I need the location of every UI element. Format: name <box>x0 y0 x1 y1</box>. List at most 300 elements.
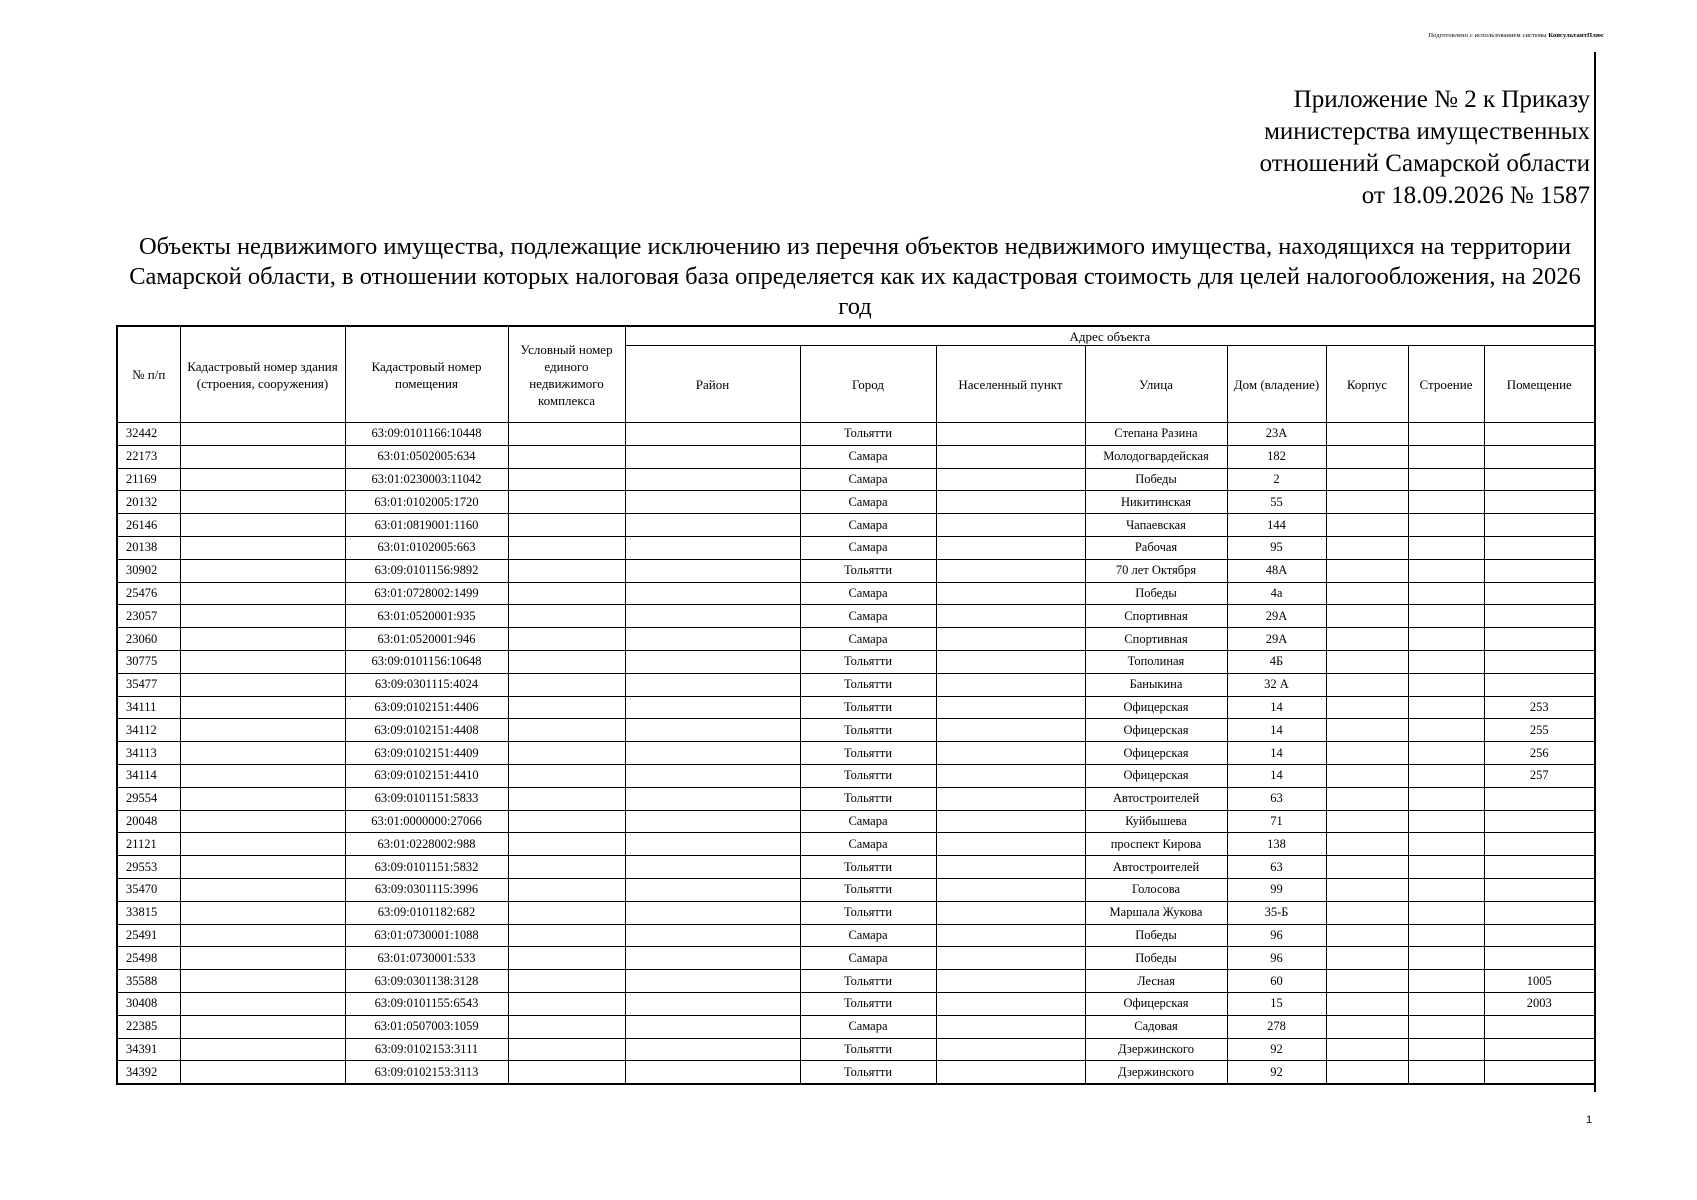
table-row <box>117 650 1595 673</box>
cell-city: Самара <box>800 514 936 537</box>
cell-room <box>1484 901 1595 924</box>
cell-street: Победы <box>1085 468 1227 491</box>
cell-building-cadastral <box>180 559 345 582</box>
cell-complex-number <box>508 696 625 719</box>
cell-street: Автостроителей <box>1085 856 1227 879</box>
cell-city: Самара <box>800 445 936 468</box>
cell-settlement <box>936 696 1085 719</box>
cell-district <box>625 491 800 514</box>
cell-house: 138 <box>1227 833 1326 856</box>
cell-house: 4а <box>1227 582 1326 605</box>
cell-building-cadastral <box>180 1038 345 1061</box>
cell-house: 14 <box>1227 696 1326 719</box>
cell-city: Самара <box>800 582 936 605</box>
cell-korpus <box>1326 787 1408 810</box>
cell-settlement <box>936 787 1085 810</box>
cell-district <box>625 559 800 582</box>
cell-room-cadastral: 63:09:0102151:4406 <box>345 696 508 719</box>
cell-room-cadastral: 63:01:0502005:634 <box>345 445 508 468</box>
cell-num: 34113 <box>117 742 180 765</box>
cell-num: 30902 <box>117 559 180 582</box>
cell-building <box>1408 810 1484 833</box>
cell-room-cadastral: 63:09:0102151:4410 <box>345 764 508 787</box>
cell-city: Тольятти <box>800 1038 936 1061</box>
cell-complex-number <box>508 423 625 446</box>
cell-city: Тольятти <box>800 559 936 582</box>
cell-settlement <box>936 491 1085 514</box>
cell-city: Тольятти <box>800 673 936 696</box>
cell-settlement <box>936 764 1085 787</box>
cell-korpus <box>1326 696 1408 719</box>
cell-complex-number <box>508 445 625 468</box>
cell-district <box>625 833 800 856</box>
cell-street: Спортивная <box>1085 605 1227 628</box>
cell-room-cadastral: 63:09:0301115:4024 <box>345 673 508 696</box>
cell-settlement <box>936 514 1085 537</box>
cell-num: 21169 <box>117 468 180 491</box>
cell-building <box>1408 673 1484 696</box>
header-room-cadastral: Кадастровый номер помещения <box>345 326 508 423</box>
cell-korpus <box>1326 536 1408 559</box>
cell-room <box>1484 536 1595 559</box>
cell-district <box>625 719 800 742</box>
consultant-note-system: КонсультантПлюс <box>1548 32 1604 39</box>
cell-room <box>1484 491 1595 514</box>
cell-building <box>1408 901 1484 924</box>
cell-street: Офицерская <box>1085 719 1227 742</box>
cell-building-cadastral <box>180 764 345 787</box>
cell-num: 34392 <box>117 1061 180 1084</box>
cell-district <box>625 992 800 1015</box>
cell-street: Голосова <box>1085 878 1227 901</box>
cell-building <box>1408 582 1484 605</box>
cell-korpus <box>1326 468 1408 491</box>
cell-street: Молодогвардейская <box>1085 445 1227 468</box>
cell-building-cadastral <box>180 970 345 993</box>
cell-building <box>1408 514 1484 537</box>
consultant-note-prefix: Подготовлено с использованием системы <box>1428 32 1547 39</box>
cell-city: Тольятти <box>800 696 936 719</box>
cell-district <box>625 742 800 765</box>
cell-settlement <box>936 947 1085 970</box>
cell-room: 257 <box>1484 764 1595 787</box>
cell-num: 22385 <box>117 1015 180 1038</box>
cell-complex-number <box>508 468 625 491</box>
cell-district <box>625 650 800 673</box>
cell-building-cadastral <box>180 1061 345 1084</box>
appendix-line-4: от 18.09.2026 № 1587 <box>1361 182 1590 209</box>
cell-num: 33815 <box>117 901 180 924</box>
cell-building-cadastral <box>180 1015 345 1038</box>
cell-room <box>1484 628 1595 651</box>
cell-num: 30408 <box>117 992 180 1015</box>
cell-complex-number <box>508 947 625 970</box>
table-row <box>117 1038 1595 1061</box>
cell-building <box>1408 970 1484 993</box>
cell-room <box>1484 947 1595 970</box>
cell-house: 2 <box>1227 468 1326 491</box>
table-row <box>117 719 1595 742</box>
cell-street: проспект Кирова <box>1085 833 1227 856</box>
cell-district <box>625 696 800 719</box>
cell-room <box>1484 650 1595 673</box>
cell-num: 25498 <box>117 947 180 970</box>
table-row <box>117 1061 1595 1084</box>
cell-building <box>1408 833 1484 856</box>
cell-room-cadastral: 63:01:0228002:988 <box>345 833 508 856</box>
cell-district <box>625 673 800 696</box>
cell-num: 32442 <box>117 423 180 446</box>
cell-building-cadastral <box>180 833 345 856</box>
cell-building <box>1408 924 1484 947</box>
cell-complex-number <box>508 491 625 514</box>
cell-building-cadastral <box>180 650 345 673</box>
cell-korpus <box>1326 856 1408 879</box>
cell-house: 55 <box>1227 491 1326 514</box>
cell-city: Самара <box>800 1015 936 1038</box>
cell-building-cadastral <box>180 787 345 810</box>
table-row <box>117 878 1595 901</box>
cell-room-cadastral: 63:09:0101151:5832 <box>345 856 508 879</box>
cell-room-cadastral: 63:09:0102151:4408 <box>345 719 508 742</box>
cell-room <box>1484 605 1595 628</box>
table-row <box>117 833 1595 856</box>
cell-num: 34114 <box>117 764 180 787</box>
cell-building-cadastral <box>180 878 345 901</box>
cell-district <box>625 445 800 468</box>
header-street: Улица <box>1085 346 1227 423</box>
cell-korpus <box>1326 719 1408 742</box>
cell-korpus <box>1326 423 1408 446</box>
cell-building-cadastral <box>180 582 345 605</box>
cell-district <box>625 1015 800 1038</box>
cell-settlement <box>936 582 1085 605</box>
cell-house: 144 <box>1227 514 1326 537</box>
cell-street: 70 лет Октября <box>1085 559 1227 582</box>
cell-complex-number <box>508 650 625 673</box>
cell-settlement <box>936 901 1085 924</box>
cell-num: 35477 <box>117 673 180 696</box>
cell-house: 71 <box>1227 810 1326 833</box>
cell-house: 99 <box>1227 878 1326 901</box>
cell-district <box>625 878 800 901</box>
cell-settlement <box>936 559 1085 582</box>
cell-building-cadastral <box>180 742 345 765</box>
cell-city: Самара <box>800 491 936 514</box>
cell-building-cadastral <box>180 924 345 947</box>
cell-city: Тольятти <box>800 423 936 446</box>
cell-building <box>1408 742 1484 765</box>
cell-complex-number <box>508 514 625 537</box>
cell-building <box>1408 1038 1484 1061</box>
cell-street: Дзержинского <box>1085 1038 1227 1061</box>
cell-building-cadastral <box>180 514 345 537</box>
cell-district <box>625 901 800 924</box>
cell-room-cadastral: 63:09:0301138:3128 <box>345 970 508 993</box>
cell-korpus <box>1326 833 1408 856</box>
cell-num: 35588 <box>117 970 180 993</box>
cell-district <box>625 628 800 651</box>
cell-building <box>1408 947 1484 970</box>
cell-settlement <box>936 742 1085 765</box>
cell-num: 23057 <box>117 605 180 628</box>
cell-district <box>625 582 800 605</box>
cell-num: 20138 <box>117 536 180 559</box>
cell-room-cadastral: 63:09:0102151:4409 <box>345 742 508 765</box>
cell-house: 96 <box>1227 947 1326 970</box>
cell-num: 34111 <box>117 696 180 719</box>
cell-num: 20132 <box>117 491 180 514</box>
cell-street: Офицерская <box>1085 742 1227 765</box>
cell-room <box>1484 924 1595 947</box>
cell-complex-number <box>508 856 625 879</box>
cell-korpus <box>1326 1015 1408 1038</box>
cell-house: 182 <box>1227 445 1326 468</box>
table-row <box>117 970 1595 993</box>
cell-korpus <box>1326 742 1408 765</box>
cell-complex-number <box>508 878 625 901</box>
cell-complex-number <box>508 673 625 696</box>
table-row <box>117 605 1595 628</box>
cell-room: 253 <box>1484 696 1595 719</box>
appendix-line-2: министерства имущественных <box>1264 118 1590 145</box>
table-row <box>117 810 1595 833</box>
cell-building-cadastral <box>180 696 345 719</box>
table-row <box>117 445 1595 468</box>
header-korpus: Корпус <box>1326 346 1408 423</box>
cell-street: Чапаевская <box>1085 514 1227 537</box>
cell-building <box>1408 536 1484 559</box>
header-address: Адрес объекта <box>625 326 1595 346</box>
cell-house: 15 <box>1227 992 1326 1015</box>
cell-num: 29553 <box>117 856 180 879</box>
cell-building <box>1408 468 1484 491</box>
cell-korpus <box>1326 970 1408 993</box>
header-building-cadastral: Кадастровый номер здания (строения, сооружения) <box>180 326 345 423</box>
cell-city: Самара <box>800 536 936 559</box>
cell-num: 34112 <box>117 719 180 742</box>
table-row <box>117 924 1595 947</box>
cell-korpus <box>1326 582 1408 605</box>
cell-district <box>625 924 800 947</box>
cell-building <box>1408 445 1484 468</box>
cell-street: Рабочая <box>1085 536 1227 559</box>
cell-room-cadastral: 63:01:0520001:935 <box>345 605 508 628</box>
cell-room: 256 <box>1484 742 1595 765</box>
cell-building <box>1408 491 1484 514</box>
cell-num: 21121 <box>117 833 180 856</box>
cell-room-cadastral: 63:09:0101182:682 <box>345 901 508 924</box>
cell-street: Автостроителей <box>1085 787 1227 810</box>
cell-building <box>1408 787 1484 810</box>
cell-korpus <box>1326 1038 1408 1061</box>
cell-korpus <box>1326 514 1408 537</box>
cell-room <box>1484 559 1595 582</box>
objects-table <box>116 325 1596 1085</box>
cell-settlement <box>936 1061 1085 1084</box>
cell-complex-number <box>508 924 625 947</box>
cell-settlement <box>936 833 1085 856</box>
cell-street: Тополиная <box>1085 650 1227 673</box>
cell-city: Самара <box>800 468 936 491</box>
cell-house: 92 <box>1227 1061 1326 1084</box>
table-row <box>117 559 1595 582</box>
cell-house: 278 <box>1227 1015 1326 1038</box>
appendix-block <box>1100 84 1590 212</box>
table-row <box>117 856 1595 879</box>
cell-building <box>1408 559 1484 582</box>
cell-room-cadastral: 63:01:0000000:27066 <box>345 810 508 833</box>
header-city: Город <box>800 346 936 423</box>
cell-num: 22173 <box>117 445 180 468</box>
cell-korpus <box>1326 764 1408 787</box>
cell-building-cadastral <box>180 810 345 833</box>
cell-district <box>625 1038 800 1061</box>
cell-room-cadastral: 63:09:0101166:10448 <box>345 423 508 446</box>
cell-room-cadastral: 63:01:0728002:1499 <box>345 582 508 605</box>
cell-building-cadastral <box>180 628 345 651</box>
cell-building <box>1408 650 1484 673</box>
cell-building-cadastral <box>180 992 345 1015</box>
table-row <box>117 947 1595 970</box>
cell-house: 32 А <box>1227 673 1326 696</box>
cell-room-cadastral: 63:09:0101156:10648 <box>345 650 508 673</box>
table-row <box>117 423 1595 446</box>
cell-room <box>1484 833 1595 856</box>
header-room: Помещение <box>1484 346 1595 423</box>
table-row <box>117 764 1595 787</box>
cell-complex-number <box>508 1061 625 1084</box>
cell-city: Тольятти <box>800 764 936 787</box>
table-row <box>117 673 1595 696</box>
cell-house: 14 <box>1227 719 1326 742</box>
cell-street: Баныкина <box>1085 673 1227 696</box>
cell-korpus <box>1326 810 1408 833</box>
cell-complex-number <box>508 719 625 742</box>
cell-building-cadastral <box>180 445 345 468</box>
cell-room <box>1484 878 1595 901</box>
cell-house: 14 <box>1227 742 1326 765</box>
cell-building-cadastral <box>180 491 345 514</box>
table-row <box>117 491 1595 514</box>
cell-room <box>1484 445 1595 468</box>
cell-building <box>1408 1015 1484 1038</box>
cell-settlement <box>936 970 1085 993</box>
cell-settlement <box>936 1015 1085 1038</box>
cell-city: Тольятти <box>800 856 936 879</box>
cell-street: Победы <box>1085 924 1227 947</box>
cell-settlement <box>936 536 1085 559</box>
cell-settlement <box>936 445 1085 468</box>
table-row <box>117 536 1595 559</box>
cell-district <box>625 947 800 970</box>
cell-city: Самара <box>800 924 936 947</box>
cell-street: Офицерская <box>1085 992 1227 1015</box>
cell-settlement <box>936 924 1085 947</box>
cell-room-cadastral: 63:01:0730001:1088 <box>345 924 508 947</box>
table-row <box>117 742 1595 765</box>
cell-complex-number <box>508 742 625 765</box>
cell-korpus <box>1326 901 1408 924</box>
cell-korpus <box>1326 605 1408 628</box>
cell-korpus <box>1326 673 1408 696</box>
table-body <box>117 423 1595 1085</box>
cell-complex-number <box>508 605 625 628</box>
cell-room-cadastral: 63:01:0520001:946 <box>345 628 508 651</box>
cell-city: Самара <box>800 605 936 628</box>
cell-house: 23А <box>1227 423 1326 446</box>
cell-korpus <box>1326 491 1408 514</box>
cell-city: Тольятти <box>800 901 936 924</box>
cell-street: Степана Разина <box>1085 423 1227 446</box>
cell-street: Дзержинского <box>1085 1061 1227 1084</box>
cell-room-cadastral: 63:09:0102153:3111 <box>345 1038 508 1061</box>
cell-settlement <box>936 605 1085 628</box>
cell-settlement <box>936 992 1085 1015</box>
cell-room-cadastral: 63:09:0102153:3113 <box>345 1061 508 1084</box>
cell-district <box>625 1061 800 1084</box>
cell-room <box>1484 1038 1595 1061</box>
cell-street: Спортивная <box>1085 628 1227 651</box>
cell-complex-number <box>508 1038 625 1061</box>
cell-korpus <box>1326 650 1408 673</box>
cell-room-cadastral: 63:01:0819001:1160 <box>345 514 508 537</box>
cell-building <box>1408 605 1484 628</box>
cell-city: Тольятти <box>800 719 936 742</box>
cell-room-cadastral: 63:09:0101155:6543 <box>345 992 508 1015</box>
cell-street: Победы <box>1085 582 1227 605</box>
cell-street: Офицерская <box>1085 764 1227 787</box>
cell-city: Тольятти <box>800 992 936 1015</box>
cell-building <box>1408 423 1484 446</box>
appendix-line-3: отношений Самарской области <box>1259 150 1590 177</box>
cell-num: 25476 <box>117 582 180 605</box>
cell-room-cadastral: 63:01:0730001:533 <box>345 947 508 970</box>
cell-num: 35470 <box>117 878 180 901</box>
cell-district <box>625 423 800 446</box>
cell-building-cadastral <box>180 947 345 970</box>
cell-building-cadastral <box>180 901 345 924</box>
cell-settlement <box>936 628 1085 651</box>
cell-korpus <box>1326 992 1408 1015</box>
cell-num: 25491 <box>117 924 180 947</box>
cell-building <box>1408 696 1484 719</box>
cell-room-cadastral: 63:01:0507003:1059 <box>345 1015 508 1038</box>
cell-room: 255 <box>1484 719 1595 742</box>
cell-street: Куйбышева <box>1085 810 1227 833</box>
cell-settlement <box>936 423 1085 446</box>
cell-district <box>625 514 800 537</box>
cell-complex-number <box>508 901 625 924</box>
cell-house: 29А <box>1227 628 1326 651</box>
cell-building-cadastral <box>180 605 345 628</box>
cell-building <box>1408 992 1484 1015</box>
cell-room <box>1484 423 1595 446</box>
cell-street: Лесная <box>1085 970 1227 993</box>
cell-house: 95 <box>1227 536 1326 559</box>
cell-korpus <box>1326 445 1408 468</box>
table-header <box>117 326 1595 423</box>
cell-house: 48А <box>1227 559 1326 582</box>
cell-room <box>1484 1015 1595 1038</box>
header-complex-number: Условный номер единого недвижимого комплекса <box>508 326 625 423</box>
cell-city: Тольятти <box>800 742 936 765</box>
cell-city: Тольятти <box>800 970 936 993</box>
cell-street: Победы <box>1085 947 1227 970</box>
cell-settlement <box>936 468 1085 491</box>
header-building: Строение <box>1408 346 1484 423</box>
cell-complex-number <box>508 628 625 651</box>
